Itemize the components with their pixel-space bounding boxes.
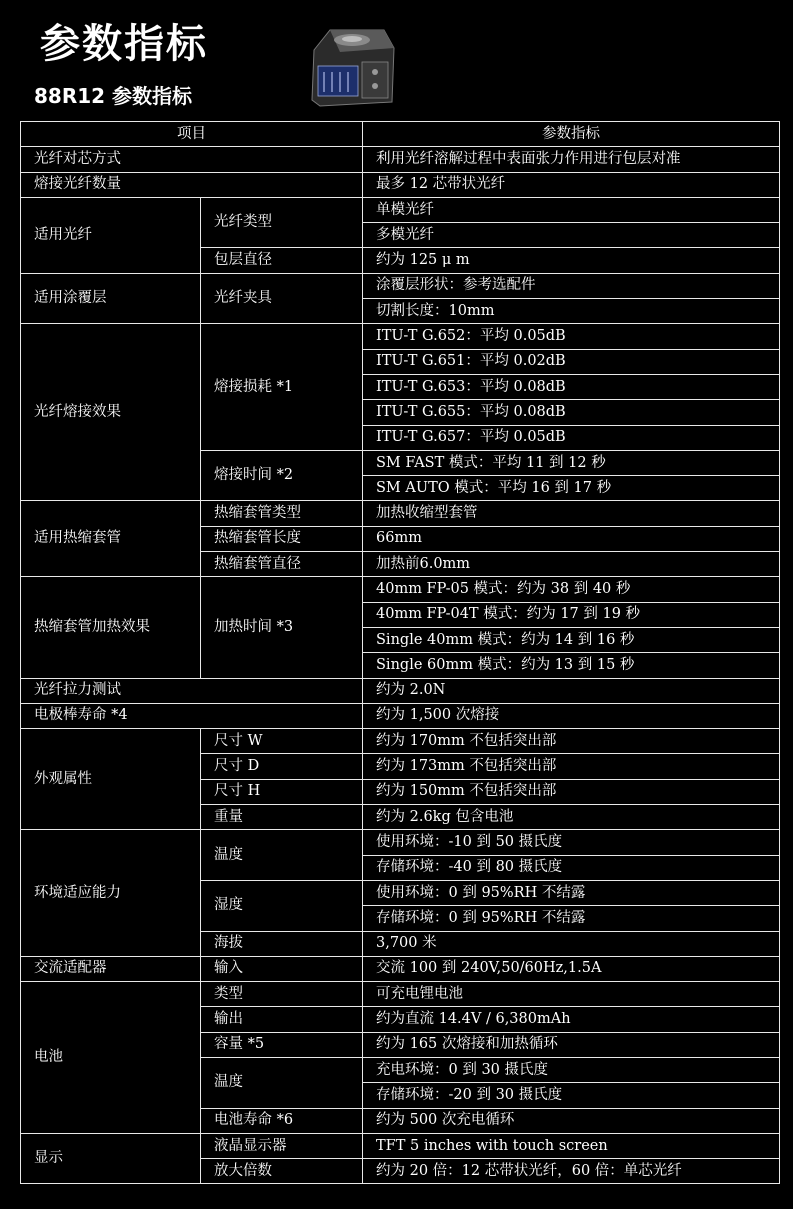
row-sublabel: 热缩套管长度 (201, 526, 363, 551)
row-value: ITU-T G.652：平均 0.05dB (363, 324, 780, 349)
row-sublabel: 海拔 (201, 931, 363, 956)
row-label: 光纤拉力测试 (21, 678, 363, 703)
row-label: 交流适配器 (21, 956, 201, 981)
table-row (21, 324, 780, 349)
row-label: 适用光纤 (21, 197, 201, 273)
table-header-row (21, 122, 780, 147)
row-value: 约为 20 倍：12 芯带状光纤，60 倍：单芯光纤 (363, 1159, 780, 1184)
row-label: 热缩套管加热效果 (21, 577, 201, 678)
table-row (21, 501, 780, 526)
row-value: 3,700 米 (363, 931, 780, 956)
row-sublabel: 尺寸 D (201, 754, 363, 779)
row-value: 约为 150mm 不包括突出部 (363, 779, 780, 804)
row-value: 使用环境：0 到 95%RH 不结露 (363, 880, 780, 905)
row-sublabel: 尺寸 W (201, 729, 363, 754)
row-label: 适用热缩套管 (21, 501, 201, 577)
row-value: 单模光纤 (363, 197, 780, 222)
spec-table (20, 121, 780, 1184)
row-label: 熔接光纤数量 (21, 172, 363, 197)
row-value: 切割长度：10mm (363, 299, 780, 324)
row-value: ITU-T G.655：平均 0.08dB (363, 400, 780, 425)
fusion-splicer-machine-icon (300, 22, 400, 112)
row-value: ITU-T G.653：平均 0.08dB (363, 374, 780, 399)
row-sublabel: 尺寸 H (201, 779, 363, 804)
table-row (21, 830, 780, 855)
row-value: 约为 500 次充电循环 (363, 1108, 780, 1133)
row-value: 多模光纤 (363, 223, 780, 248)
row-sublabel: 包层直径 (201, 248, 363, 273)
row-sublabel: 液晶显示器 (201, 1133, 363, 1158)
table-row (21, 956, 780, 981)
row-value: 约为 173mm 不包括突出部 (363, 754, 780, 779)
row-value: Single 60mm 模式：约为 13 到 15 秒 (363, 653, 780, 678)
table-row (21, 729, 780, 754)
row-value: 66mm (363, 526, 780, 551)
row-sublabel: 电池寿命 *6 (201, 1108, 363, 1133)
row-sublabel: 加热时间 *3 (201, 577, 363, 678)
row-label: 适用涂覆层 (21, 273, 201, 324)
page-title: 参数指标 (40, 21, 208, 67)
table-row (21, 147, 780, 172)
row-sublabel: 重量 (201, 805, 363, 830)
row-value: SM AUTO 模式：平均 16 到 17 秒 (363, 476, 780, 501)
row-value: 约为 170mm 不包括突出部 (363, 729, 780, 754)
row-label: 光纤熔接效果 (21, 324, 201, 501)
row-sublabel: 输入 (201, 956, 363, 981)
row-value: 存储环境：-20 到 30 摄氏度 (363, 1083, 780, 1108)
row-sublabel: 湿度 (201, 880, 363, 931)
table-row (21, 197, 780, 222)
row-value: 约为 2.6kg 包含电池 (363, 805, 780, 830)
row-value: SM FAST 模式：平均 11 到 12 秒 (363, 450, 780, 475)
row-value: 40mm FP-05 模式：约为 38 到 40 秒 (363, 577, 780, 602)
row-label: 电极棒寿命 *4 (21, 703, 363, 728)
row-value: 约为 1,500 次熔接 (363, 703, 780, 728)
table-row (21, 703, 780, 728)
row-value: 存储环境：-40 到 80 摄氏度 (363, 855, 780, 880)
row-value: 约为 125 μ m (363, 248, 780, 273)
header-spec: 参数指标 (363, 122, 780, 147)
row-sublabel: 光纤夹具 (201, 273, 363, 324)
row-sublabel: 热缩套管直径 (201, 552, 363, 577)
table-row (21, 273, 780, 298)
row-value: 利用光纤溶解过程中表面张力作用进行包层对准 (363, 147, 780, 172)
row-label: 电池 (21, 982, 201, 1134)
row-value: 约为 165 次熔接和加热循环 (363, 1032, 780, 1057)
page-subtitle: 88R12 参数指标 (34, 84, 193, 108)
row-value: 约为 2.0N (363, 678, 780, 703)
row-sublabel: 光纤类型 (201, 197, 363, 248)
table-row (21, 1133, 780, 1158)
row-label: 外观属性 (21, 729, 201, 830)
row-sublabel: 热缩套管类型 (201, 501, 363, 526)
table-row (21, 172, 780, 197)
header-item: 项目 (21, 122, 363, 147)
row-sublabel: 放大倍数 (201, 1159, 363, 1184)
row-value: 使用环境：-10 到 50 摄氏度 (363, 830, 780, 855)
row-sublabel: 输出 (201, 1007, 363, 1032)
row-label: 环境适应能力 (21, 830, 201, 956)
row-sublabel: 类型 (201, 982, 363, 1007)
row-value: 充电环境：0 到 30 摄氏度 (363, 1057, 780, 1082)
row-label: 光纤对芯方式 (21, 147, 363, 172)
row-value: 加热收缩型套管 (363, 501, 780, 526)
table-row (21, 577, 780, 602)
row-value: 约为直流 14.4V / 6,380mAh (363, 1007, 780, 1032)
row-value: 涂覆层形状：参考选配件 (363, 273, 780, 298)
row-value: 交流 100 到 240V,50/60Hz,1.5A (363, 956, 780, 981)
row-sublabel: 容量 *5 (201, 1032, 363, 1057)
row-sublabel: 温度 (201, 1057, 363, 1108)
row-sublabel: 熔接时间 *2 (201, 450, 363, 501)
row-sublabel: 熔接损耗 *1 (201, 324, 363, 450)
row-label: 显示 (21, 1133, 201, 1184)
row-value: 40mm FP-04T 模式：约为 17 到 19 秒 (363, 602, 780, 627)
row-value: ITU-T G.651：平均 0.02dB (363, 349, 780, 374)
row-value: TFT 5 inches with touch screen (363, 1133, 780, 1158)
row-value: Single 40mm 模式：约为 14 到 16 秒 (363, 627, 780, 652)
row-value: 最多 12 芯带状光纤 (363, 172, 780, 197)
row-value: 加热前6.0mm (363, 552, 780, 577)
row-value: 存储环境：0 到 95%RH 不结露 (363, 906, 780, 931)
row-value: 可充电锂电池 (363, 982, 780, 1007)
table-row (21, 982, 780, 1007)
table-row (21, 678, 780, 703)
row-sublabel: 温度 (201, 830, 363, 881)
row-value: ITU-T G.657：平均 0.05dB (363, 425, 780, 450)
